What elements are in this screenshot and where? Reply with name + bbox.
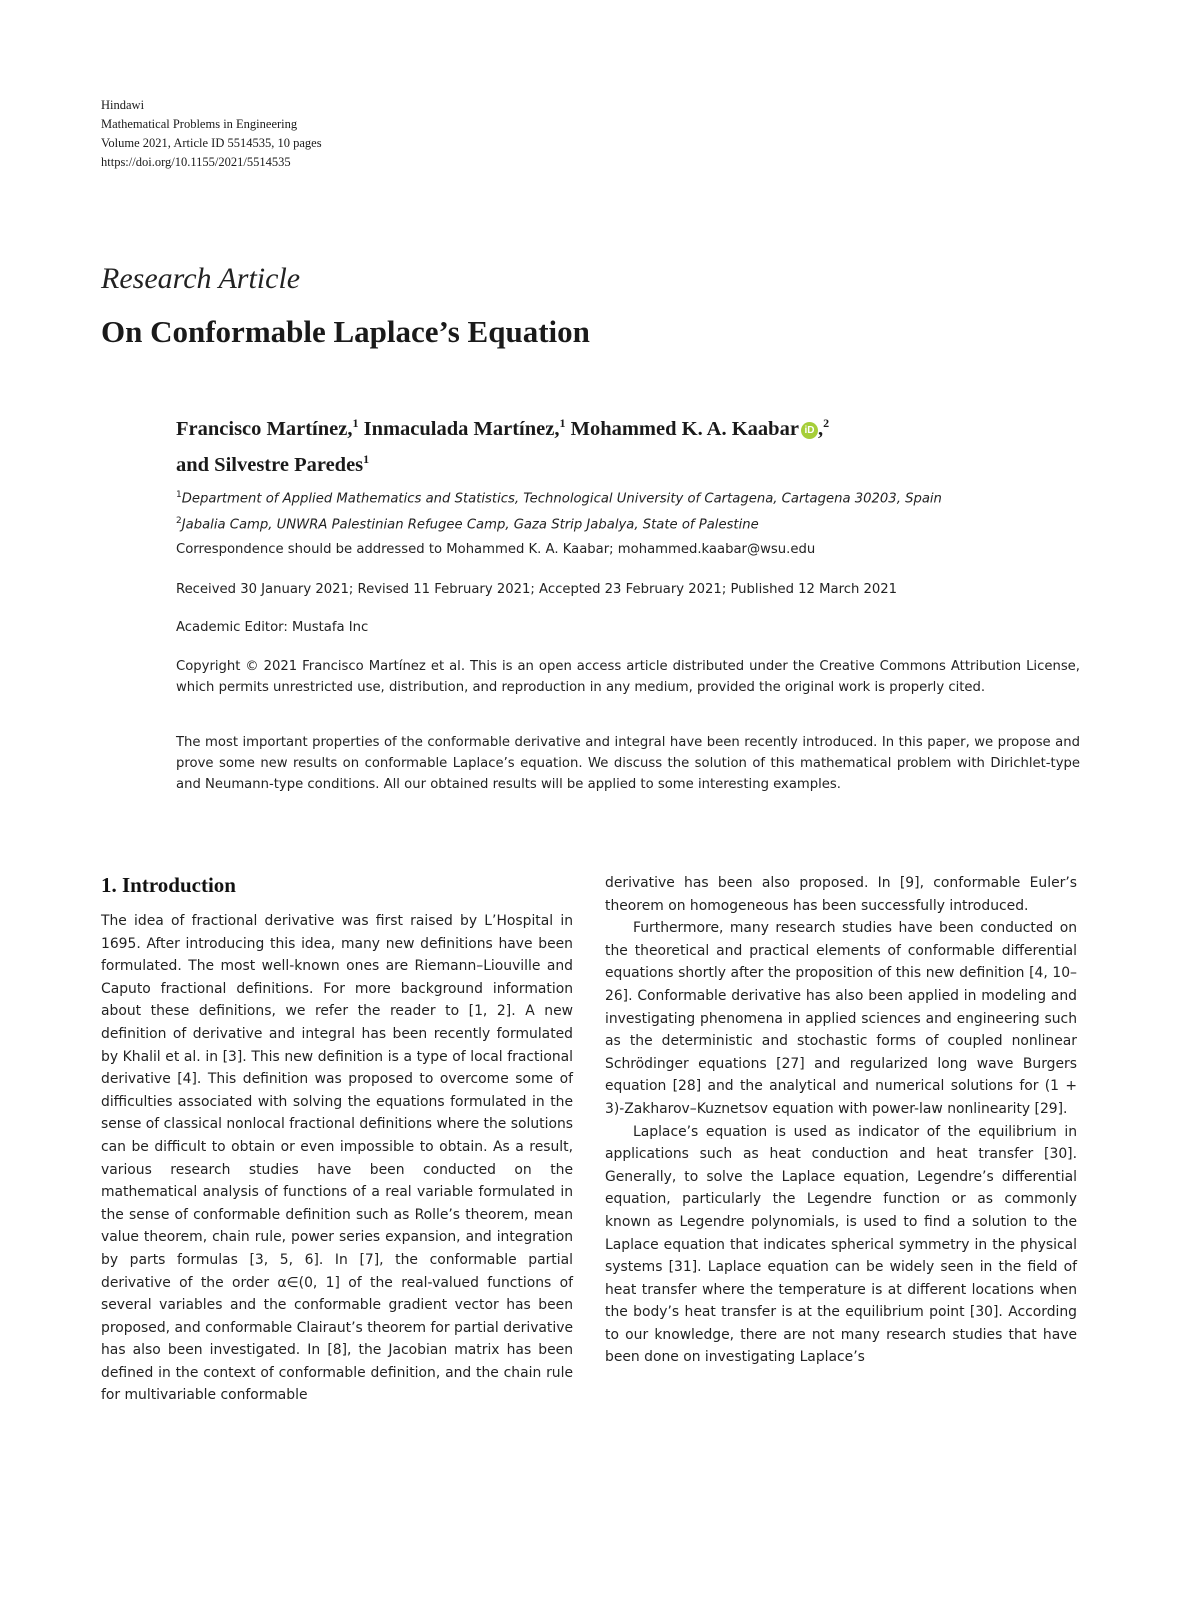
body-paragraph: The idea of fractional derivative was first raised by L’Hospital in 1695. After introducing this idea, many new definitions have been formulated. The most well-known ones are Riemann–Liouville and Caputo fractional definitions. For more background information about these definitions, we refer the reader to [1, 2]. A new definition of derivative and integral has been recently formulated by Khalil et al. in [3]. This new definition is a type of local fractional derivative [4]. This definition was proposed to overcome some of difficulties associated with solving the equations formulated in the sense of classical nonlocal fractional definitions where the solutions can be difficult to obtain or even impossible to obtain. As a result, various research studies have been conducted on the mathematical analysis of functions of a real variable formulated in the sense of conformable definition such as Rolle’s theorem, mean value theorem, chain rule, power series expansion, and integration by parts formulas [3, 5, 6]. In [7], the conformable partial derivative of the order α∈(0, 1] of the real-valued functions of several variables and the conformable gradient vector has been proposed, and conformable Clairaut’s theorem for partial derivative has also been investigated. In [8], the Jacobian matrix has been defined in the context of conformable definition, and the chain rule for multivariable conformable [101,913,573,1404]
affiliations [176,484,1080,537]
journal-header [101,96,322,172]
affiliation-text: Jabalia Camp, UNWRA Palestinian Refugee Camp, Gaza Strip Jabalya, State of Palestine [181,517,759,533]
author-separator: , [817,417,824,440]
author-list [176,408,1076,480]
abstract: The most important properties of the conformable derivative and integral have been recently introduced. In this paper, we propose and prove some new results on conformable Laplace’s equation. We discuss the solution of this mathematical problem with Dirichlet-type and Neumann-type conditions. All our obtained results will be applied to some interesting examples. [176,735,1080,792]
section-heading: 1. Introduction [101,873,236,897]
copyright-notice: Copyright © 2021 Francisco Martínez et al. This is an open access article distributed under the Creative Commons Attribution License, which permits unrestricted use, distribution, and reproduction in any medium, provided the original work is properly cited. [176,659,1080,695]
affiliation-number: 2 [176,516,182,527]
affiliation-marker: 1 [363,451,370,466]
affiliation-text: Department of Applied Mathematics and Statistics, Technological University of Cartagena, Cartagena 30203, Spain [181,491,942,507]
affiliation-number: 1 [176,490,182,500]
affiliation-marker: 2 [823,416,830,430]
publisher-name: Hindawi [101,98,145,112]
volume-info: Volume 2021, Article ID 5514535, 10 pages [101,136,322,150]
doi-link[interactable]: https://doi.org/10.1155/2021/5514535 [101,155,291,169]
affiliation-marker: 1 [352,416,359,430]
author-name: and Silvestre Paredes [176,453,364,476]
left-column [101,872,573,1407]
orcid-icon[interactable]: iD [801,422,818,439]
correspondence: Correspondence should be addressed to Mohammed K. A. Kaabar; mohammed.kaabar@wsu.edu [176,542,816,557]
right-column [605,872,1077,1369]
affiliation [176,484,1080,510]
academic-editor: Academic Editor: Mustafa Inc [176,620,369,635]
affiliation [176,510,1080,536]
journal-name: Mathematical Problems in Engineering [101,117,298,131]
body-paragraph: derivative has been also proposed. In [9], conformable Euler’s theorem on homogeneous has been successfully introduced. [605,875,1077,914]
affiliation-marker: 1 [559,416,566,430]
author-name: Inmaculada Martínez, [363,417,560,440]
article-type: Research Article [101,262,301,295]
body-paragraph: Laplace’s equation is used as indicator of the equilibrium in applications such as heat conduction and heat transfer [30]. Generally, to solve the Laplace equation, Legendre’s differential equation, particularly the Legendre function or as commonly known as Legendre polynomials, is used to find a solution to the Laplace equation that indicates spherical symmetry in the physical systems [31]. Laplace equation can be widely seen in the field of heat transfer where the temperature is at different locations when the body’s heat transfer is at the equilibrium point [30]. According to our knowledge, there are not many research studies that have been done on investigating Laplace’s [605,1123,1077,1366]
author-name: Mohammed K. A. Kaabar [570,417,799,440]
publication-dates: Received 30 January 2021; Revised 11 February 2021; Accepted 23 February 2021; Published 12 March 2021 [176,582,898,597]
body-paragraph: Furthermore, many research studies have been conducted on the theoretical and practical elements of conformable differential equations shortly after the proposition of this new definition [4, 10–26]. Conformable derivative has also been applied in modeling and investigating phenomena in applied sciences and engineering such as the deterministic and stochastic forms of coupled nonlinear Schrödinger equations [27] and regularized long wave Burgers equation [28] and the analytical and numerical solutions for (1 + 3)-Zakharov–Kuznetsov equation with power-law nonlinearity [29]. [605,920,1077,1117]
author-name: Francisco Martínez, [176,417,353,440]
article-title: On Conformable Laplace’s Equation [101,314,590,349]
